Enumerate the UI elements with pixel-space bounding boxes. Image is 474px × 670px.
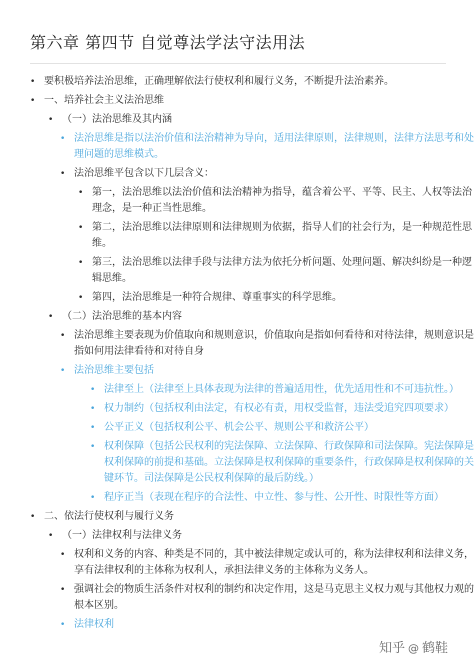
outline-text: 一、培养社会主义法治思维 xyxy=(44,95,164,106)
bullet-dot: • xyxy=(90,404,96,414)
outline-subsection-2-1 xyxy=(0,528,474,544)
bullet-dot: • xyxy=(90,385,96,395)
outline-text: 第二，法治思维以法律原则和法律规则为依据，指导人们的社会行为，是一种规范性思维。 xyxy=(92,222,472,249)
collapse-toggle[interactable]: • xyxy=(48,531,54,541)
outline-subsection-1-2 xyxy=(0,309,474,325)
outline-text: （二）法治思维的基本内容 xyxy=(62,311,182,322)
outline-item-law-supremacy xyxy=(0,382,474,398)
bullet-dot: • xyxy=(30,77,36,87)
outline-item-intro xyxy=(0,74,474,90)
bullet-dot: • xyxy=(60,585,66,595)
collapse-toggle[interactable]: • xyxy=(60,366,66,376)
outline-item-legal-rights xyxy=(0,617,474,633)
outline-item-main xyxy=(0,328,474,360)
bullet-dot: • xyxy=(90,493,96,503)
collapse-toggle[interactable]: • xyxy=(48,115,54,125)
outline-subsection-1-1 xyxy=(0,112,474,128)
bullet-dot: • xyxy=(90,423,96,433)
collapse-toggle[interactable]: • xyxy=(60,169,66,179)
outline-item-definition xyxy=(0,131,474,163)
bullet-dot: • xyxy=(90,442,96,452)
bullet-dot: • xyxy=(60,620,66,630)
bullet-dot: • xyxy=(78,258,84,268)
watermark-site: 知乎 xyxy=(378,641,405,656)
collapse-toggle[interactable]: • xyxy=(30,512,36,522)
outline-item-levels xyxy=(0,166,474,182)
watermark xyxy=(379,637,448,656)
watermark-author: 鹤鞋 xyxy=(421,641,448,656)
outline-text: 二、依法行使权利与履行义务 xyxy=(44,511,174,522)
outline-item-rights-duties xyxy=(0,547,474,579)
outline-text: 法治思维主要包括 xyxy=(74,365,154,376)
outline-item-rights-protection xyxy=(0,439,474,487)
bullet-dot: • xyxy=(78,188,84,198)
outline-text: 第四，法治思维是一种符合规律、尊重事实的科学思维。 xyxy=(92,292,342,303)
outline-item-includes xyxy=(0,363,474,379)
bullet-dot: • xyxy=(78,293,84,303)
title-divider xyxy=(30,63,446,64)
page-title: 第六章 第四节 自觉尊法学法守法用法 xyxy=(30,33,306,52)
outline-text: 权力制约（包括权利由法定，有权必有责，用权受监督，违法受追究四项要求） xyxy=(104,403,454,414)
outline-text: 权利保障（包括公民权利的宪法保障、立法保障、行政保障和司法保障。宪法保障是权利保障的前提和基础。立法保障是权利保障的重要条件，行政保障是权利保障的关键环节。司法保障是公民权利保障的最后防线。） xyxy=(104,441,474,484)
outline-item-justice xyxy=(0,420,474,436)
outline-section-1 xyxy=(0,93,474,109)
outline-text: 第三，法治思维以法律手段与法律方法为依托分析问题、处理问题、解决纠纷是一种逻辑思维。 xyxy=(92,257,472,284)
outline-text: 法律权利 xyxy=(74,619,114,630)
watermark-at: @ xyxy=(407,642,419,655)
outline-text: （一）法律权利与法律义务 xyxy=(62,530,182,541)
bullet-dot: • xyxy=(60,550,66,560)
outline-text: （一）法治思维及其内涵 xyxy=(62,114,172,125)
outline-item-due-process xyxy=(0,490,474,506)
bullet-dot: • xyxy=(60,134,66,144)
bullet-dot: • xyxy=(60,331,66,341)
outline-text: 法治思维主要表现为价值取向和规则意识，价值取向是指如何看待和对待法律，规则意识是指如何用法律看待和对待自身 xyxy=(74,330,474,357)
outline-item-power-check xyxy=(0,401,474,417)
collapse-toggle[interactable]: • xyxy=(30,96,36,106)
outline-text: 权利和义务的内容、种类是不同的，其中被法律规定或认可的，称为法律权利和法律义务，享有法律权利的主体称为权利人，承担法律义务的主体称为义务人。 xyxy=(74,549,474,576)
bullet-dot: • xyxy=(78,223,84,233)
outline-text: 公平正义（包括权利公平、机会公平、规则公平和救济公平） xyxy=(104,422,374,433)
collapse-toggle[interactable]: • xyxy=(48,312,54,322)
outline-text: 强调社会的物质生活条件对权利的制约和决定作用，这是马克思主义权力观与其他权力观的根本区别。 xyxy=(74,584,474,611)
outline-item-level-2 xyxy=(0,220,474,252)
outline-text: 法治思维是指以法治价值和法治精神为导向，适用法律原则，法律规则，法律方法思考和处理问题的思维模式。 xyxy=(74,133,474,160)
outline-item-level-3 xyxy=(0,255,474,287)
outline-text: 程序正当（表现在程序的合法性、中立性、参与性、公开性、时限性等方面） xyxy=(104,492,444,503)
outline-text: 要积极培养法治思维，正确理解依法行使权利和履行义务，不断提升法治素养。 xyxy=(44,76,394,87)
outline-section-2 xyxy=(0,509,474,525)
outline-text: 法治思维平包含以下几层含义： xyxy=(74,168,214,179)
outline-text: 法律至上（法律至上具体表现为法律的普遍适用性，优先适用性和不可违抗性。） xyxy=(104,384,459,395)
outline-item-marxist-view xyxy=(0,582,474,614)
outline xyxy=(0,74,474,636)
outline-item-level-1 xyxy=(0,185,474,217)
outline-item-level-4 xyxy=(0,290,474,306)
outline-text: 第一，法治思维以法治价值和法治精神为指导，蕴含着公平、平等、民主、人权等法治理念，是一种正当性思维。 xyxy=(92,187,472,214)
